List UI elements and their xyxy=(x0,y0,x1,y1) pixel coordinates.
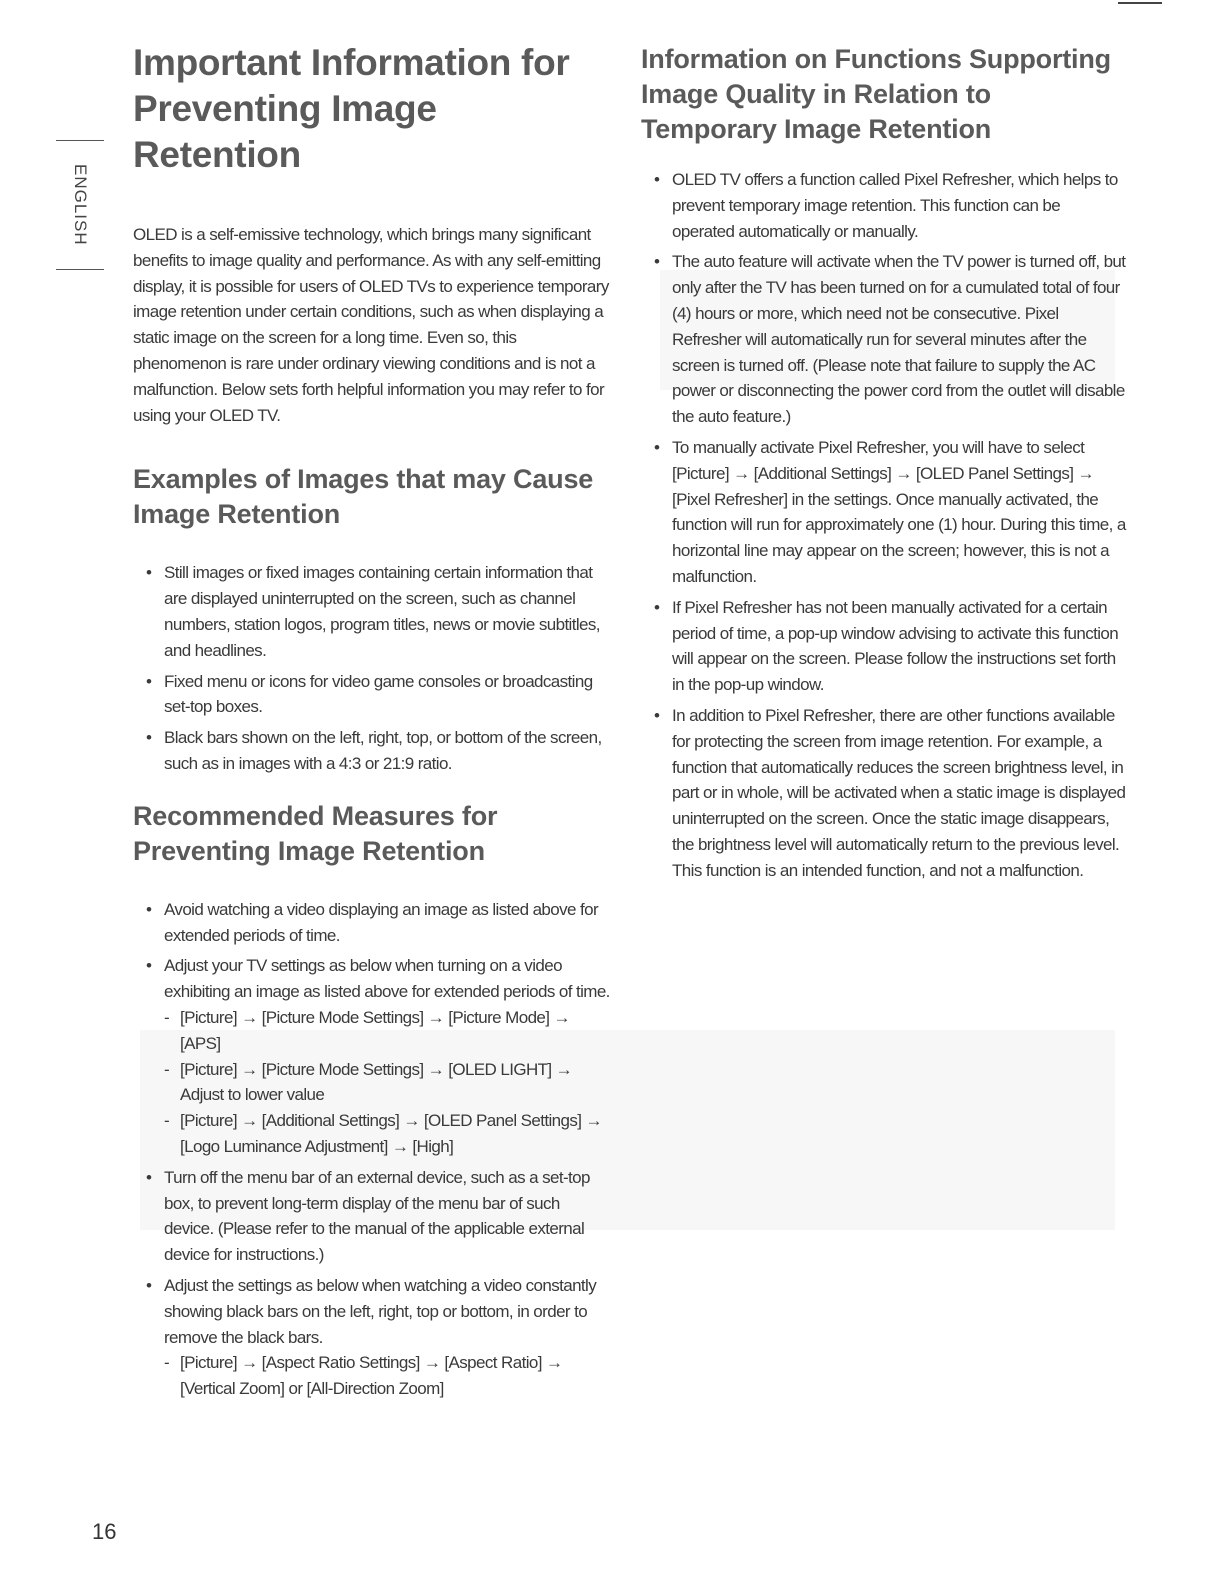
right-column xyxy=(641,42,1126,902)
settings-path xyxy=(164,1057,613,1109)
page-title: Important Information for Preventing Image Retention xyxy=(133,42,570,175)
list-item-text: Adjust the settings as below when watching a video constantly showing black bars on the left, right, top or bottom, in order to remove the black bars. xyxy=(164,1275,597,1347)
examples-heading: Examples of Images that may Cause Image Retention xyxy=(133,464,594,530)
list-item-text: In addition to Pixel Refresher, there are other functions available for protecting the screen from image retention. For example, a function that automatically reduces the screen brightness level, in part or in whole, will be activated when a static image is displayed uninterrupted on the screen. Once the static image disappears, the brightness level will automatically return to the previous level. This function is an intended function, and not a malfunction. xyxy=(672,705,1126,880)
settings-path xyxy=(164,1350,613,1402)
list-item-text: If Pixel Refresher has not been manually activated for a certain period of time, a pop-up window advising to activate this function will appear on the screen. Please follow the instructions set forth in the pop-up window. xyxy=(672,597,1119,695)
list-item-text: Avoid watching a video displaying an image as listed above for extended periods of time. xyxy=(164,899,599,945)
bullet-icon: • xyxy=(146,1167,152,1187)
bullet-icon: • xyxy=(654,437,660,457)
list-item-text: Fixed menu or icons for video game consoles or broadcasting set-top boxes. xyxy=(164,671,593,717)
measures-heading: Recommended Measures for Preventing Image Retention xyxy=(133,800,498,866)
bullet-icon: • xyxy=(146,1275,152,1295)
settings-path xyxy=(164,1005,613,1057)
settings-path xyxy=(164,1108,613,1160)
bullet-icon: • xyxy=(146,899,152,919)
top-corner-rule xyxy=(1118,2,1162,4)
list-item-text: Black bars shown on the left, right, top, or bottom of the screen, such as in images with a 4:3 or 21:9 ratio. xyxy=(164,728,602,773)
dash-icon: - xyxy=(164,1353,170,1373)
list-item xyxy=(133,725,613,777)
list-item xyxy=(133,1165,613,1268)
side-tab-top-rule xyxy=(56,140,104,141)
list-item xyxy=(133,953,613,1159)
list-item xyxy=(641,249,1126,430)
bullet-icon: • xyxy=(146,728,152,748)
measures-list xyxy=(133,897,613,1402)
list-item-text: The auto feature will activate when the TV power is turned off, but only after the TV has been turned on for a cumulated total of four (4) hours or more, which need not be consecutive. Pixel Refresher will automatically run for several minutes after the screen is turned off. (Please note that failure to supply the AC power or disconnecting the power cord from the outlet will disable the auto feature.) xyxy=(672,252,1126,427)
settings-path-text: [Picture] → [Additional Settings] → [OLED Panel Settings] → [Logo Luminance Adjustment] → [High] xyxy=(180,1111,602,1156)
bullet-icon: • xyxy=(146,563,152,583)
language-side-tab xyxy=(56,140,104,270)
functions-list xyxy=(641,167,1126,884)
settings-path-list xyxy=(164,1005,613,1160)
list-item xyxy=(133,560,613,663)
bullet-icon: • xyxy=(654,170,660,189)
list-item xyxy=(133,1273,613,1402)
list-item xyxy=(641,167,1126,244)
list-item xyxy=(133,669,613,721)
functions-heading: Information on Functions Supporting Image Quality in Relation to Temporary Image Retention xyxy=(641,44,1111,144)
list-item xyxy=(133,897,613,949)
list-item xyxy=(641,595,1126,698)
side-tab-bottom-rule xyxy=(56,269,104,270)
examples-list xyxy=(133,560,613,776)
list-item-text: Turn off the menu bar of an external device, such as a set-top box, to prevent long-term display of the menu bar of such device. (Please refer to the manual of the applicable external device for instructions.) xyxy=(164,1167,590,1265)
dash-icon: - xyxy=(164,1007,170,1027)
dash-icon: - xyxy=(164,1111,170,1131)
list-item xyxy=(641,435,1126,590)
settings-path-text: [Picture] → [Picture Mode Settings] → [OLED LIGHT] → Adjust to lower value xyxy=(180,1059,573,1105)
bullet-icon: • xyxy=(654,705,660,725)
settings-path-text: [Picture] → [Aspect Ratio Settings] → [Aspect Ratio] → [Vertical Zoom] or [All-Direction Zoom] xyxy=(180,1353,563,1399)
intro-paragraph: OLED is a self-emissive technology, which brings many significant benefits to image quality and performance. As with any self-emitting display, it is possible for users of OLED TVs to experience temporary image retention under certain conditions, such as when displaying a static image on the screen for a long time. Even so, this phenomenon is rare under ordinary viewing conditions and is not a malfunction. Below sets forth helpful information you may refer to for using your OLED TV. xyxy=(133,225,609,425)
bullet-icon: • xyxy=(654,252,660,272)
list-item-text: Adjust your TV settings as below when turning on a video exhibiting an image as listed above for extended periods of time. xyxy=(164,956,610,1002)
language-label: ENGLISH xyxy=(71,164,90,246)
dash-icon: - xyxy=(164,1059,170,1079)
settings-path-text: [Picture] → [Picture Mode Settings] → [Picture Mode] → [APS] xyxy=(180,1007,570,1053)
list-item-text: Still images or fixed images containing certain information that are displayed uninterrupted on the screen, such as channel numbers, station logos, program titles, news or movie subtitles, and headlines. xyxy=(164,563,600,660)
list-item xyxy=(641,703,1126,884)
list-item-text: OLED TV offers a function called Pixel Refresher, which helps to prevent temporary image retention. This function can be operated automatically or manually. xyxy=(672,170,1118,241)
page-number: 16 xyxy=(92,1519,117,1544)
bullet-icon: • xyxy=(654,597,660,617)
left-column xyxy=(133,40,613,1420)
bullet-icon: • xyxy=(146,956,152,976)
bullet-icon: • xyxy=(146,671,152,691)
settings-path-list xyxy=(164,1350,613,1402)
list-item-text: To manually activate Pixel Refresher, you will have to select [Picture] → [Additional Settings] → [OLED Panel Settings] → [Pixel Refresher] in the settings. Once manually activated, the function will run for approximately one (1) hour. During this time, a horizontal line may appear on the screen; however, this is not a malfunction. xyxy=(672,437,1126,586)
